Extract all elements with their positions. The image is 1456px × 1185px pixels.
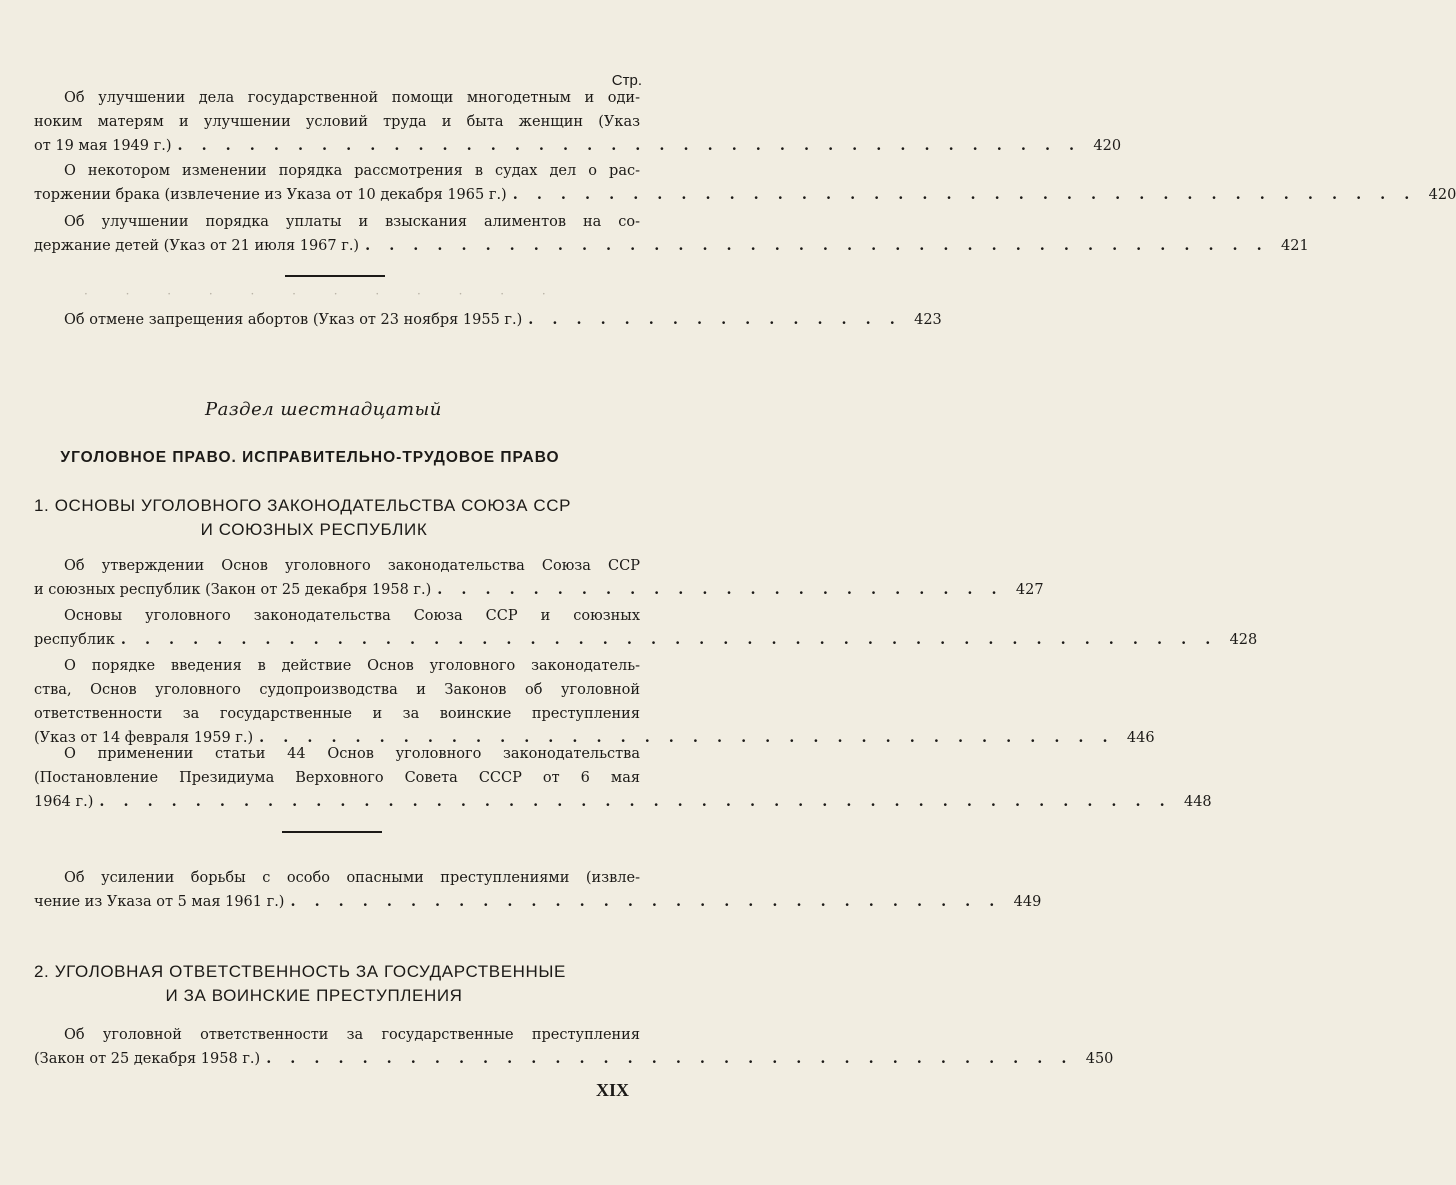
toc-entry[interactable] [34,308,942,332]
entry-line: торжении брака (извлечение из Указа от 10 декабря 1965 г.) [34,187,507,203]
entry-line: О некотором изменении порядка рассмотрения в судах дел о рас- [64,163,640,179]
dot-leader: . . . . . . . . . . . . . . . . . . . . . . . . . . . . . . . . . . . . . . [365,237,1269,254]
dot-leader: . . . . . . . . . . . . . . . . [528,311,902,328]
chapter-heading [34,494,594,542]
page-number: 423 [914,312,942,328]
entry-line: и союзных республик (Закон от 25 декабря 1958 г.) [34,582,432,598]
entry-line: Об усилении борьбы с особо опасными преступлениями (извле- [64,870,640,886]
entry-line: ства, Основ уголовного судопроизводства и Законов об уголовной [34,682,640,698]
toc-entry[interactable] [34,654,1155,750]
entry-line: (Указ от 14 февраля 1959 г.) [34,730,254,746]
dot-leader: . . . . . . . . . . . . . . . . . . . . . . . . . . . . . . . . . . . . . . [177,137,1082,154]
page-number: 421 [1281,238,1309,254]
entry-line: ноким матерям и улучшении условий труда и быта женщин (Указ [34,114,640,130]
dot-leader: . . . . . . . . . . . . . . . . . . . . . . . . . . . . . . . . . . . . . . . . . . . . . . [120,631,1218,648]
entry-line: чение из Указа от 5 мая 1961 г.) [34,894,285,910]
page-number: 450 [1085,1051,1114,1067]
page-number: 428 [1229,632,1258,648]
page-number: 420 [1428,187,1456,203]
toc-entry[interactable] [34,210,1309,258]
entry-line: (Постановление Президиума Верховного Совета СССР от 6 мая [34,770,640,786]
dot-leader: . . . . . . . . . . . . . . . . . . . . . . . . . . . . . . . . . . . . [259,729,1115,746]
entry-line: республик [34,632,115,648]
page-number: 427 [1015,582,1044,598]
dot-leader: . . . . . . . . . . . . . . . . . . . . . . . . [437,581,1004,598]
dot-leader: . . . . . . . . . . . . . . . . . . . . . . . . . . . . . . [290,893,1002,910]
chapter-heading-line: 1. ОСНОВЫ УГОЛОВНОГО ЗАКОНОДАТЕЛЬСТВА СОЮЗА ССР [34,496,572,515]
entry-line: Основы уголовного законодательства Союза ССР и союзных [64,608,640,624]
entry-line: от 19 мая 1949 г.) [34,138,172,154]
toc-entry[interactable] [34,866,1042,914]
entry-line: О применении статьи 44 Основ уголовного законодательства [64,746,640,762]
toc-entry[interactable] [34,86,1122,158]
section-title: УГОЛОВНОЕ ПРАВО. ИСПРАВИТЕЛЬНО-ТРУДОВОЕ ПРАВО [60,449,560,466]
chapter-heading-line: 2. УГОЛОВНАЯ ОТВЕТСТВЕННОСТЬ ЗА ГОСУДАРСТВЕННЫЕ [34,962,566,981]
page-number: 449 [1013,894,1042,910]
dot-leader: . . . . . . . . . . . . . . . . . . . . . . . . . . . . . . . . . . . . . . [512,186,1417,203]
entry-line: ответственности за государственные и за воинские преступления [34,706,640,722]
entry-line: О порядке введения в действие Основ уголовного законодатель- [64,658,640,674]
entry-line: (Закон от 25 декабря 1958 г.) [34,1051,261,1067]
page-number: 420 [1093,138,1122,154]
entry-line: держание детей (Указ от 21 июля 1967 г.) [34,238,360,254]
page-column-label: Стр. [611,72,642,89]
folio-page-number: XIX [596,1080,630,1100]
entry-line: 1964 г.) [34,794,94,810]
page-number: 448 [1183,794,1212,810]
toc-entry[interactable] [34,554,1044,602]
chapter-heading-line: И ЗА ВОИНСКИЕ ПРЕСТУПЛЕНИЯ [165,986,463,1005]
toc-entry[interactable] [34,159,1456,207]
entry-line: Об утверждении Основ уголовного законодательства Союза ССР [64,558,640,574]
entry-line: Об улучшении дела государственной помощи многодетным и оди- [64,90,640,106]
chapter-heading [34,960,594,1008]
toc-entry[interactable] [34,604,1258,652]
divider-rule [282,831,382,833]
divider-rule [285,275,385,277]
toc-entry[interactable] [34,1023,1114,1071]
dot-leader: . . . . . . . . . . . . . . . . . . . . . . . . . . . . . . . . . . [266,1050,1074,1067]
entry-line: Об улучшении порядка уплаты и взыскания алиментов на со- [64,214,640,230]
bleed-through-dots: · · · · · · · · · · · · [84,287,563,301]
section-number-title: Раздел шестнадцатый [205,399,442,420]
entry-line: Об отмене запрещения абортов (Указ от 23 ноября 1955 г.) [64,312,523,328]
chapter-heading-line: И СОЮЗНЫХ РЕСПУБЛИК [200,520,428,539]
entry-line: Об уголовной ответственности за государственные преступления [64,1027,640,1043]
dot-leader: . . . . . . . . . . . . . . . . . . . . . . . . . . . . . . . . . . . . . . . . . . . . . [99,793,1172,810]
toc-entry[interactable] [34,742,1212,814]
page-number: 446 [1126,730,1155,746]
